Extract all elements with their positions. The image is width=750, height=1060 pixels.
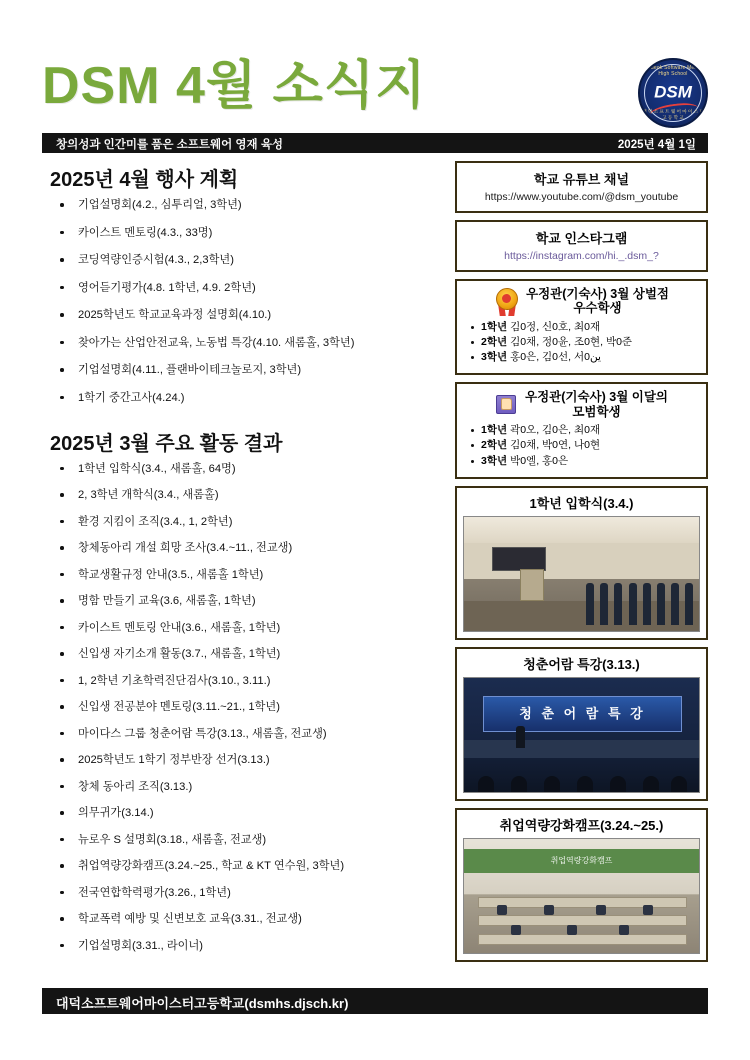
list-item: 카이스트 멘토링(4.3., 33명)	[42, 226, 442, 240]
list-item	[471, 423, 700, 438]
march-results-list	[42, 462, 442, 953]
model-title	[525, 390, 668, 419]
model-header	[463, 390, 700, 419]
model-students-box	[455, 382, 708, 478]
list-item: 영어듣기평가(4.8. 1학년, 4.9. 2학년)	[42, 281, 442, 295]
list-item: 1학기 중간고사(4.24.)	[42, 391, 442, 405]
award-students-box	[455, 279, 708, 375]
photo-banner-text: 취업역량강화캠프	[550, 855, 613, 865]
list-item: 기업설명회(3.31., 라이너)	[42, 939, 442, 953]
logo-arc-top-text: Daedeok Software Meister High School	[641, 65, 705, 77]
award-title-line2: 우수학생	[573, 301, 622, 316]
april-plan-list	[42, 198, 442, 405]
award-grade-list	[463, 320, 700, 368]
logo-mark-text: DSM	[654, 82, 692, 102]
list-item: 명함 만들기 교육(3.6, 새롬홀, 1학년)	[42, 594, 442, 608]
list-item	[471, 438, 700, 453]
page-title: DSM 4월 소식지	[42, 57, 427, 115]
award-header	[463, 287, 700, 316]
grade-names: 김0정, 신0호, 최0재	[510, 320, 601, 333]
right-column	[455, 161, 708, 969]
youtube-title: 학교 유튜브 채널	[533, 172, 630, 187]
list-item	[471, 335, 700, 350]
list-item: 학교폭력 예방 및 신변보호 교육(3.31., 전교생)	[42, 912, 442, 926]
photo-special-lecture	[463, 677, 700, 793]
slogan-text: 창의성과 인간미를 품은 소프트웨어 영재 육성	[56, 139, 284, 151]
issue-date: 2025년 4월 1일	[617, 139, 696, 151]
list-item	[471, 454, 700, 469]
list-item: 카이스트 멘토링 안내(3.6., 새롬홀, 1학년)	[42, 621, 442, 635]
list-item: 전국연합학력평가(3.26., 1학년)	[42, 886, 442, 900]
left-column	[42, 163, 442, 965]
award-title	[526, 287, 669, 316]
grade-label: 3학년	[481, 351, 508, 364]
instagram-title: 학교 인스타그램	[535, 231, 628, 246]
section-title-april-plan: 2025년 4월 행사 계획	[50, 169, 239, 191]
grade-label: 1학년	[481, 424, 508, 437]
page-header	[42, 52, 708, 144]
list-item: 환경 지킴이 조직(3.4., 1, 2학년)	[42, 515, 442, 529]
school-logo	[638, 58, 708, 128]
grade-names: 곽0오, 김0은, 최0재	[510, 424, 601, 437]
photo-caption: 1학년 입학식(3.4.)	[529, 495, 634, 511]
model-title-line2: 모범학생	[572, 404, 621, 419]
list-item: 취업역량강화캠프(3.24.~25., 학교 & KT 연수원, 3학년)	[42, 859, 442, 873]
list-item: 2, 3학년 개학식(3.4., 새롬홀)	[42, 488, 442, 502]
list-item	[471, 320, 700, 335]
youtube-link[interactable]: https://www.youtube.com/@dsm_youtube	[484, 191, 679, 203]
photo-banner-text: 청 춘 어 람 특 강	[519, 705, 646, 721]
list-item: 찾아가는 산업안전교육, 노동법 특강(4.10. 새롬홀, 3학년)	[42, 336, 442, 350]
page-footer	[42, 988, 708, 1014]
list-item: 신입생 전공분야 멘토링(3.11.~21., 1학년)	[42, 700, 442, 714]
list-item: 2025학년도 1학기 정부반장 선거(3.13.)	[42, 753, 442, 767]
list-item: 마이다스 그룹 청춘어람 특강(3.13., 새롬홀, 전교생)	[42, 727, 442, 741]
photo-box-entrance-ceremony	[455, 486, 708, 640]
award-title-line1: 우정관(기숙사) 3월 상벌점	[526, 287, 669, 301]
grade-label: 2학년	[481, 439, 508, 452]
grade-label: 1학년	[481, 320, 508, 333]
list-item: 기업설명회(4.11., 플랜바이테크놀로지, 3학년)	[42, 363, 442, 377]
id-card-icon	[495, 393, 519, 417]
logo-arc-bottom-text: 대 덕 소 프 트 웨 어 마 이 스 터 고 등 학 교	[642, 109, 704, 120]
slogan-bar	[42, 133, 708, 153]
footer-text: 대덕소프트웨어마이스터고등학교(dsmhs.djsch.kr)	[56, 996, 349, 1011]
photo-box-career-camp	[455, 808, 708, 962]
list-item: 기업설명회(4.2., 심투리얼, 3학년)	[42, 198, 442, 212]
instagram-box	[455, 220, 708, 272]
photo-caption: 청춘어람 특강(3.13.)	[523, 656, 640, 672]
photo-career-camp	[463, 838, 700, 954]
list-item: 신입생 자기소개 활동(3.7., 새롬홀, 1학년)	[42, 647, 442, 661]
grade-label: 2학년	[481, 335, 508, 348]
list-item: 2025학년도 학교교육과정 설명회(4.10.)	[42, 308, 442, 322]
list-item: 1학년 입학식(3.4., 새롬홀, 64명)	[42, 462, 442, 476]
list-item: 코딩역량인증시험(4.3., 2,3학년)	[42, 253, 442, 267]
list-item: 학교생활규정 안내(3.5., 새롬홀 1학년)	[42, 568, 442, 582]
section-title-march-results: 2025년 3월 주요 활동 결과	[50, 432, 283, 455]
photo-box-special-lecture	[455, 647, 708, 801]
rosette-icon	[494, 288, 520, 314]
photo-entrance-ceremony	[463, 516, 700, 632]
grade-names: 홍0은, 김0선, 서0ین	[510, 351, 601, 364]
instagram-link[interactable]: https://instagram.com/hi._.dsm_?	[504, 250, 659, 262]
grade-names: 김0채, 정0윤, 조0현, 박0준	[510, 335, 633, 348]
list-item	[471, 350, 700, 365]
list-item: 창체동아리 개설 희망 조사(3.4.~11., 전교생)	[42, 541, 442, 555]
model-title-line1: 우정관(기숙사) 3월 이달의	[525, 390, 668, 405]
list-item: 뉴로우 S 설명회(3.18., 새롬홀, 전교생)	[42, 833, 442, 847]
model-grade-list	[463, 423, 700, 471]
list-item: 1, 2학년 기초학력진단검사(3.10., 3.11.)	[42, 674, 442, 688]
grade-label: 3학년	[481, 454, 508, 467]
grade-names: 박0엘, 홍0은	[510, 454, 569, 467]
list-item: 창체 동아리 조직(3.13.)	[42, 780, 442, 794]
grade-names: 김0채, 박0연, 나0현	[510, 439, 601, 452]
photo-caption: 취업역량강화캠프(3.24.~25.)	[499, 817, 664, 833]
list-item: 의무귀가(3.14.)	[42, 806, 442, 820]
youtube-box	[455, 161, 708, 213]
